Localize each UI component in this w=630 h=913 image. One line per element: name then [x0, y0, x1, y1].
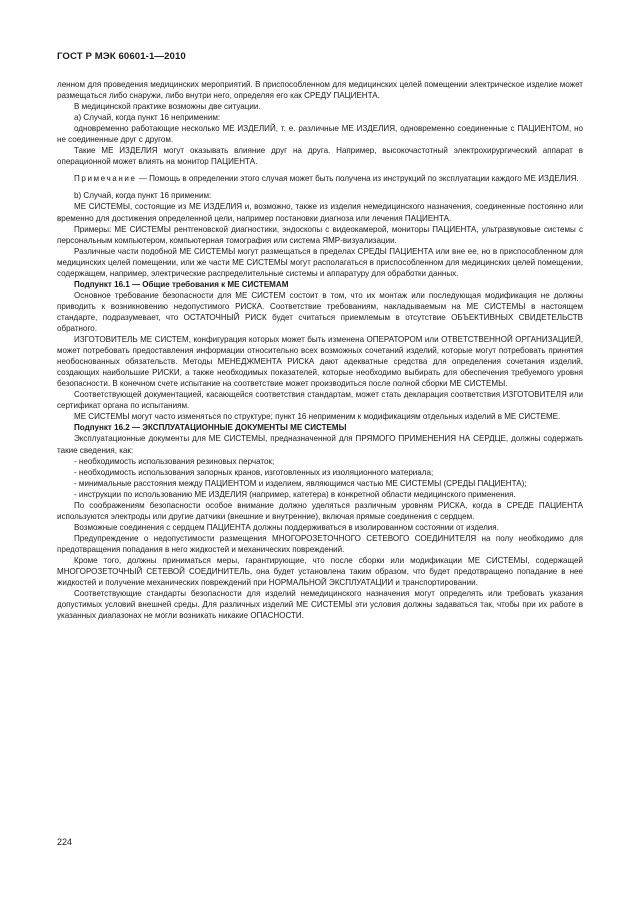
paragraph: Различные части подобной МЕ СИСТЕМЫ могут размещаться в пределах СРЕДЫ ПАЦИЕНТА или вне ее, но в приспособленном для медицинских целей помещении, или же части МЕ СИСТЕМЫ могут располагаться в приспособленном для медицинских целей помещении, содержащем, например, электрические распределительные системы и аппаратуру для обработки данных.: [57, 246, 583, 278]
paragraph: МЕ СИСТЕМЫ, состоящие из МЕ ИЗДЕЛИЯ и, возможно, также из изделия немедицинского назначения, соединенные постоянно или временно для достижения определенной цели, например постановки диагноза или лечения ПАЦИЕНТА.: [57, 202, 583, 223]
paragraph: Основное требование безопасности для МЕ СИСТЕМ состоит в том, что их монтаж или последующая модификация не должны приводить к возникновению недопустимого РИСКА. Соответствие требованиям, накладываемым на МЕ СИСТЕМЫ в настоящем стандарте, подразумевает, что ОСТАТОЧНЫЙ РИСК будет считаться приемлемым в отсутствие ОБЪЕКТИВНЫХ СВИДЕТЕЛЬСТВ обратного.: [57, 290, 583, 333]
list-item: - необходимость использования запорных кранов, изготовленных из изоляционного материала;: [74, 467, 434, 477]
paragraph: а) Случай, когда пункт 16 неприменим:: [74, 113, 221, 123]
list-item: - минимальные расстояния между ПАЦИЕНТОМ и изделием, являющимся частью МЕ СИСТЕМЫ (СРЕДЫ ПАЦИЕНТА);: [74, 478, 527, 488]
list-item: - инструкции по использованию МЕ ИЗДЕЛИЯ (например, катетера) в конкретной области медицинского применения.: [74, 489, 516, 499]
paragraph: Эксплуатационные документы для МЕ СИСТЕМЫ, предназначенной для ПРЯМОГО ПРИМЕНЕНИЯ НА СЕРДЦЕ, должны содержать такие сведения, как:: [57, 434, 583, 455]
paragraph: ИЗГОТОВИТЕЛЬ МЕ СИСТЕМ, конфигурация которых может быть изменена ОПЕРАТОРОМ или ОТВЕТСТВЕННОЙ ОРГАНИЗАЦИЕЙ, может потребовать предоставления информации относительно всех возможных сочетаний изделий, которые могут потребовать принятия необоснованных обязательств. Методы МЕНЕДЖМЕНТА РИСКА дают адекватные средства для определения сочетания изделий, создающих наибольшие РИСКИ, а также необходимых показателей, которые необходимо выбирать для обеспечения требуемого уровня безопасности. В конечном счете испытание на соответствие может производиться после полной сборки МЕ СИСТЕМЫ.: [57, 335, 583, 389]
page-number: 224: [57, 837, 73, 847]
note-text: — Помощь в определении этого случая может быть получена из инструкций по эксплуатации каждого МЕ ИЗДЕЛИЯ.: [138, 174, 579, 184]
paragraph: b) Случай, когда пункт 16 применим:: [74, 191, 212, 201]
paragraph: По соображениям безопасности особое внимание должно уделяться различным уровням РИСКА, когда в СРЕДЕ ПАЦИЕНТА используются электроды или другие датчики (внешние и внутренние), включая прямые соединения с сердцем.: [57, 500, 583, 521]
list-item: - необходимость использования резиновых перчаток;: [74, 456, 275, 466]
paragraph: Примеры: МЕ СИСТЕМЫ рентгеновской диагностики, эндоскопы с видеокамерой, мониторы ПАЦИЕНТА, ультразвуковые системы с персональным компьютером, компьютерная томография или система ЯМР-визуализации.: [57, 224, 583, 245]
paragraph: Предупреждение о недопустимости размещения МНОГОРОЗЕТОЧНОГО СЕТЕВОГО СОЕДИНИТЕЛЯ на полу необходимо для предотвращения попадания в него жидкостей и механических повреждений.: [57, 533, 583, 554]
paragraph: одновременно работающие несколько МЕ ИЗДЕЛИЙ, т. е. различные МЕ ИЗДЕЛИЯ, одновременно соединенные с ПАЦИЕНТОМ, но не соединенные друг с другом.: [57, 124, 583, 145]
paragraph: Соответствующей документацией, касающейся соответствия стандартам, может стать декларация соответствия ИЗГОТОВИТЕЛЯ или сертификат органа по испытаниям.: [57, 390, 583, 411]
subsection-heading: Подпункт 16.2 — ЭКСПЛУАТАЦИОННЫЕ ДОКУМЕНТЫ МЕ СИСТЕМЫ: [74, 423, 347, 433]
paragraph: Соответствующие стандарты безопасности для изделий немедицинского назначения могут определять или требовать указания допустимых условий внешней среды. Для различных изделий МЕ СИСТЕМЫ эти условия должны задаваться так, чтобы при их работе в указанных диапазонах не могли возникать никакие ОПАСНОСТИ.: [57, 589, 583, 621]
paragraph: Кроме того, должны приниматься меры, гарантирующие, что после сборки или модификации МЕ СИСТЕМЫ, содержащей МНОГОРОЗЕТОЧНЫЙ СЕТЕВОЙ СОЕДИНИТЕЛЬ, она будет установлена таким образом, что будет предотвращено попадание в нее жидкостей и получение механических повреждений при НОРМАЛЬНОЙ ЭКСПЛУАТАЦИИ и транспортировании.: [57, 555, 583, 588]
subsection-heading: Подпункт 16.1 — Общие требования к МЕ СИСТЕМАМ: [74, 279, 289, 289]
paragraph: МЕ СИСТЕМЫ могут часто изменяться по структуре; пункт 16 неприменим к модификациям отдельных изделий в МЕ СИСТЕМЕ.: [74, 412, 561, 422]
document-header: ГОСТ Р МЭК 60601-1—2010: [57, 51, 186, 62]
note-label: Примечание: [74, 174, 137, 184]
note-paragraph: [57, 173, 583, 184]
paragraph: Такие МЕ ИЗДЕЛИЯ могут оказывать влияние друг на друга. Например, высокочастотный электрохирургический аппарат в операционной может влиять на монитор ПАЦИЕНТА.: [57, 146, 583, 167]
paragraph: ленном для проведения медицинских мероприятий. В приспособленном для медицинских целей помещении электрическое изделие может размещаться либо снаружи, либо внутри него, определяя его как СРЕДУ ПАЦИЕНТА.: [57, 80, 583, 101]
document-body: [57, 79, 583, 621]
paragraph: В медицинской практике возможны две ситуации.: [74, 102, 261, 112]
paragraph: Возможные соединения с сердцем ПАЦИЕНТА должны поддерживаться в изолированном состоянии от изделия.: [74, 522, 499, 532]
